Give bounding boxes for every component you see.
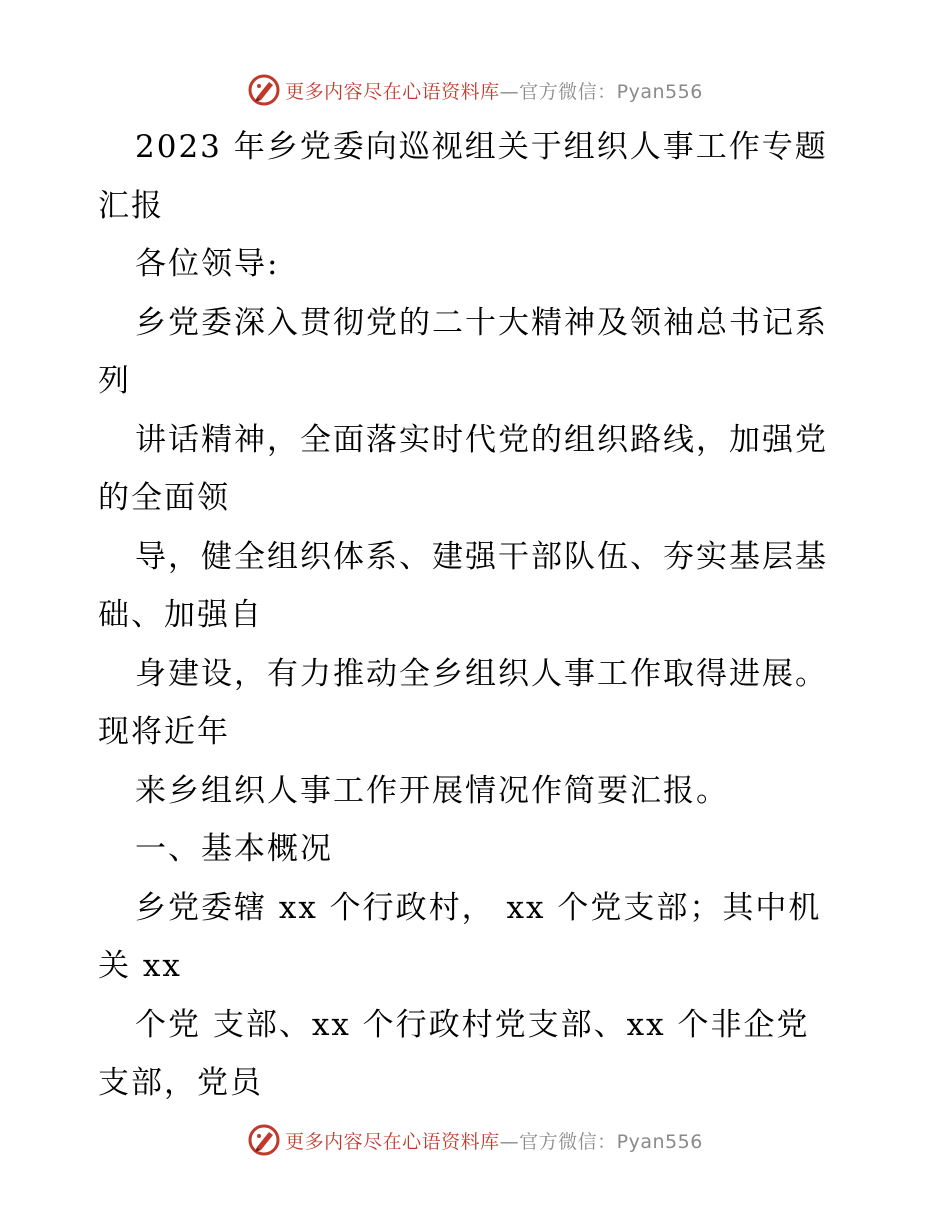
document-body (98, 118, 858, 1113)
doc-paragraph-line: 现将近年 (98, 714, 230, 750)
doc-paragraph-line: 关 xx (98, 948, 182, 984)
doc-title-line-1: 2023 年乡党委向巡视组关于组织人事工作专题 (135, 129, 828, 165)
doc-paragraph-line: 导，健全组织体系、建强干部队伍、夯实基层基 (135, 538, 828, 575)
watermark-suffix: —官方微信：Pyan556 (499, 80, 703, 103)
watermark-text (285, 77, 703, 104)
doc-section-heading: 一、基本概况 (135, 831, 333, 867)
doc-paragraph-line: 讲话精神，全面落实时代党的组织路线，加强党 (135, 421, 828, 458)
doc-paragraph-line: 列 (98, 363, 131, 399)
footer-watermark (0, 1120, 950, 1160)
doc-paragraph-line: 身建设，有力推动全乡组织人事工作取得进展。 (135, 655, 828, 692)
doc-title-line-2: 汇报 (98, 187, 164, 224)
watermark-prefix: 更多内容尽在心语资料库 (285, 80, 500, 103)
doc-paragraph-line: 乡党委辖 xx 个行政村， xx 个党支部；其中机 (135, 889, 822, 926)
doc-paragraph-line: 来乡组织人事工作开展情况作简要汇报。 (135, 772, 729, 809)
header-watermark (0, 70, 950, 110)
doc-paragraph-line: 础、加强自 (98, 597, 263, 633)
pen-logo-icon (247, 1123, 281, 1157)
doc-paragraph-line: 乡党委深入贯彻党的二十大精神及领袖总书记系 (135, 304, 828, 341)
watermark-text (285, 1127, 703, 1154)
watermark-prefix: 更多内容尽在心语资料库 (285, 1130, 500, 1153)
watermark-suffix: —官方微信：Pyan556 (499, 1130, 703, 1153)
doc-paragraph-line: 个党 支部、xx 个行政村党支部、xx 个非企党 (135, 1006, 810, 1043)
pen-logo-icon (247, 73, 281, 107)
doc-paragraph-line: 支部，党员 (98, 1065, 263, 1101)
doc-paragraph-line: 的全面领 (98, 480, 230, 516)
doc-salutation: 各位领导: (135, 246, 280, 282)
